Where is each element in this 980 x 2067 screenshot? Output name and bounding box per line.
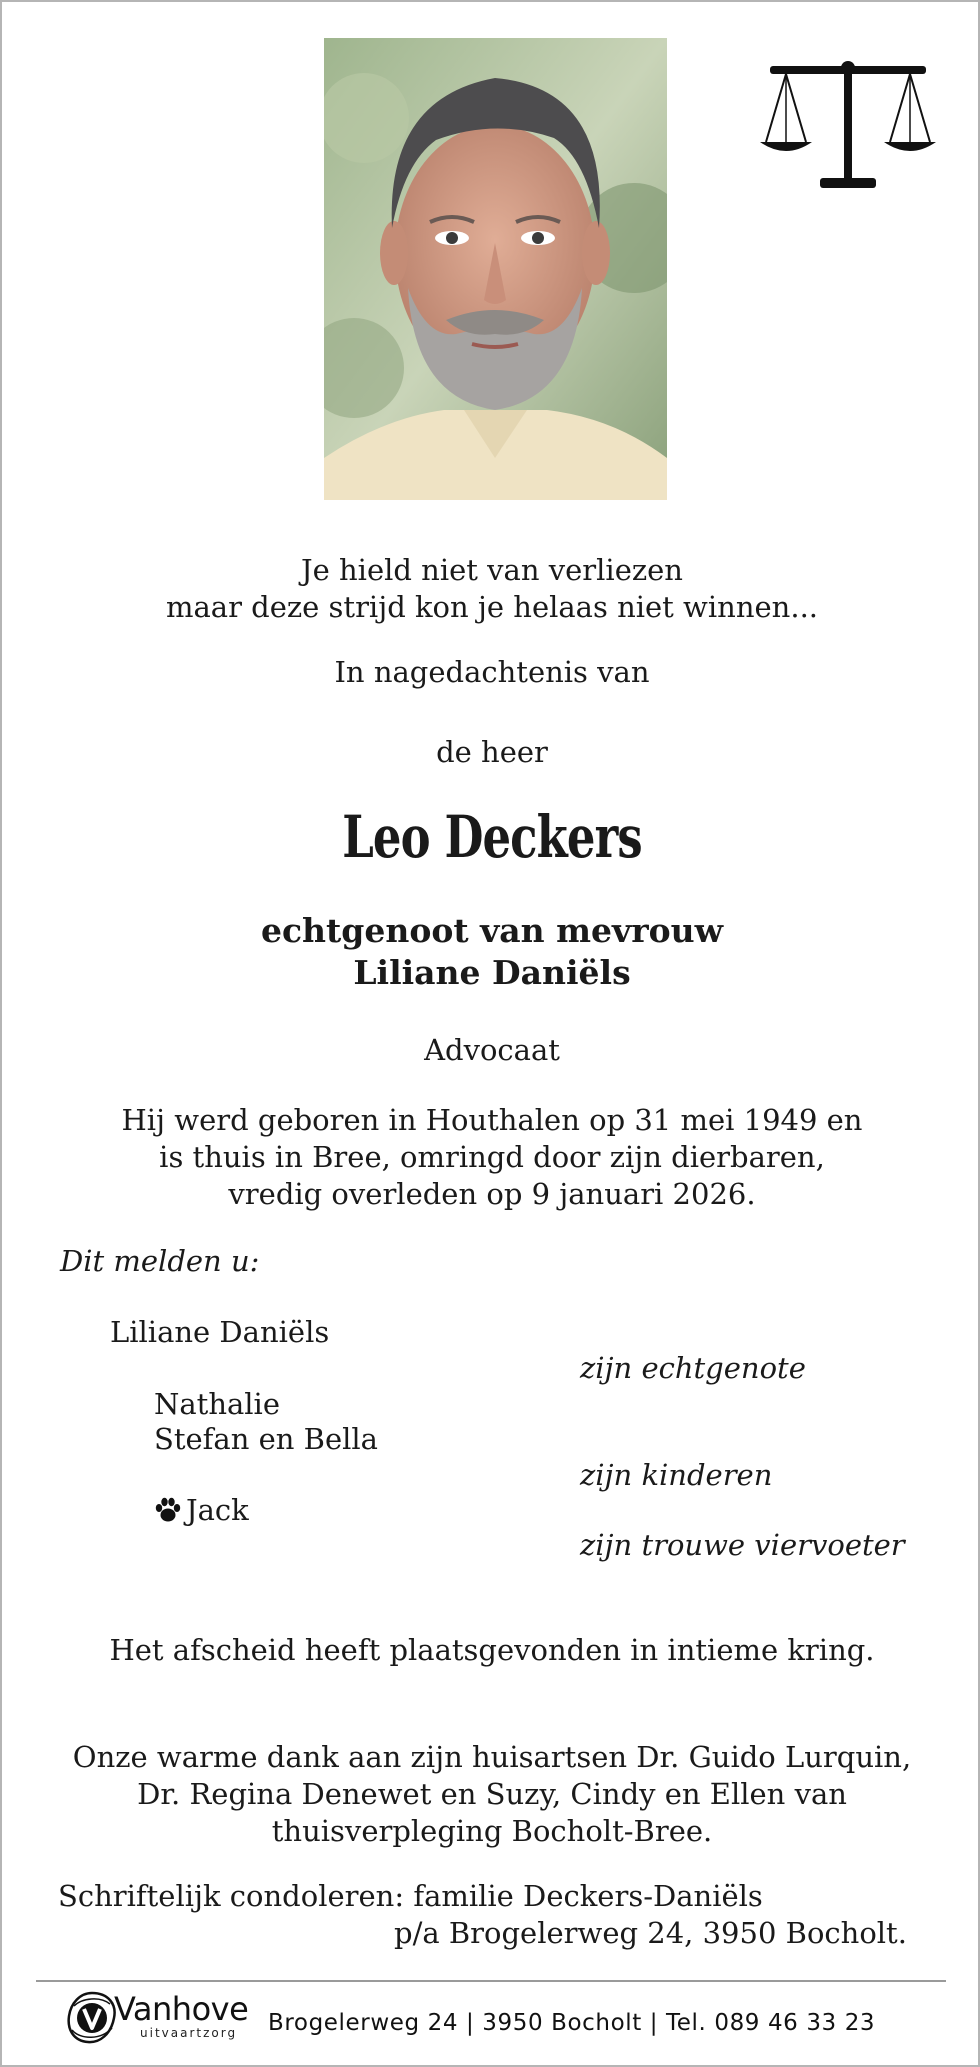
birth-death-line-2: is thuis in Bree, omringd door zijn dierbaren, bbox=[159, 1140, 825, 1174]
thanks-line-3: thuisverpleging Bocholt-Bree. bbox=[271, 1814, 713, 1848]
deceased-name: Leo Deckers bbox=[342, 803, 642, 871]
birth-death-block bbox=[2, 1102, 980, 1213]
spouse-name: Liliane Daniëls bbox=[353, 953, 631, 992]
footer-address: Brogelerweg 24 | 3950 Bocholt | Tel. 089 46 33 23 bbox=[268, 2010, 876, 2036]
family-spouse-name: Liliane Daniëls bbox=[110, 1315, 330, 1349]
condolences-line-2: p/a Brogelerweg 24, 3950 Bocholt. bbox=[394, 1916, 907, 1950]
family-pet-name: Jack bbox=[186, 1493, 249, 1527]
logo-subtitle: uitvaartzorg bbox=[140, 2026, 238, 2040]
thanks-line-2: Dr. Regina Denewet en Suzy, Cindy en Ellen van bbox=[137, 1777, 847, 1811]
farewell-notice: Het afscheid heeft plaatsgevonden in intieme kring. bbox=[109, 1633, 875, 1667]
vanhove-logo-icon bbox=[64, 1990, 120, 2046]
paw-icon bbox=[154, 1496, 182, 1524]
family-child-1: Nathalie bbox=[154, 1387, 280, 1421]
family-children-role: zijn kinderen bbox=[580, 1458, 773, 1492]
scales-of-justice-icon bbox=[758, 60, 938, 200]
portrait-illustration bbox=[324, 38, 667, 500]
thanks-block bbox=[2, 1739, 980, 1850]
quote-block bbox=[2, 552, 980, 626]
profession: Advocaat bbox=[424, 1033, 560, 1067]
quote-line-1: Je hield niet van verliezen bbox=[301, 553, 683, 587]
condolences-line-1: Schriftelijk condoleren: familie Deckers-Daniëls bbox=[58, 1879, 763, 1913]
spouse-block bbox=[2, 910, 980, 994]
quote-line-2: maar deze strijd kon je helaas niet winnen... bbox=[165, 590, 819, 624]
title-prefix: de heer bbox=[436, 735, 548, 769]
announced-by-label: Dit melden u: bbox=[60, 1244, 260, 1278]
footer-divider bbox=[36, 1980, 946, 1982]
funeral-home-logo bbox=[64, 1990, 254, 2050]
portrait-photo bbox=[324, 38, 667, 500]
logo-name: Vanhove bbox=[114, 1990, 249, 2028]
spouse-line-1: echtgenoot van mevrouw bbox=[260, 911, 724, 950]
family-child-2: Stefan en Bella bbox=[154, 1422, 378, 1456]
memorial-intro: In nagedachtenis van bbox=[334, 655, 650, 689]
family-pet-role: zijn trouwe viervoeter bbox=[580, 1528, 905, 1562]
thanks-line-1: Onze warme dank aan zijn huisartsen Dr. Guido Lurquin, bbox=[72, 1740, 912, 1774]
family-spouse-role: zijn echtgenote bbox=[580, 1351, 806, 1385]
birth-death-line-1: Hij werd geboren in Houthalen op 31 mei 1949 en bbox=[121, 1103, 863, 1137]
family-pet bbox=[154, 1492, 249, 1528]
birth-death-line-3: vredig overleden op 9 januari 2026. bbox=[228, 1177, 756, 1211]
